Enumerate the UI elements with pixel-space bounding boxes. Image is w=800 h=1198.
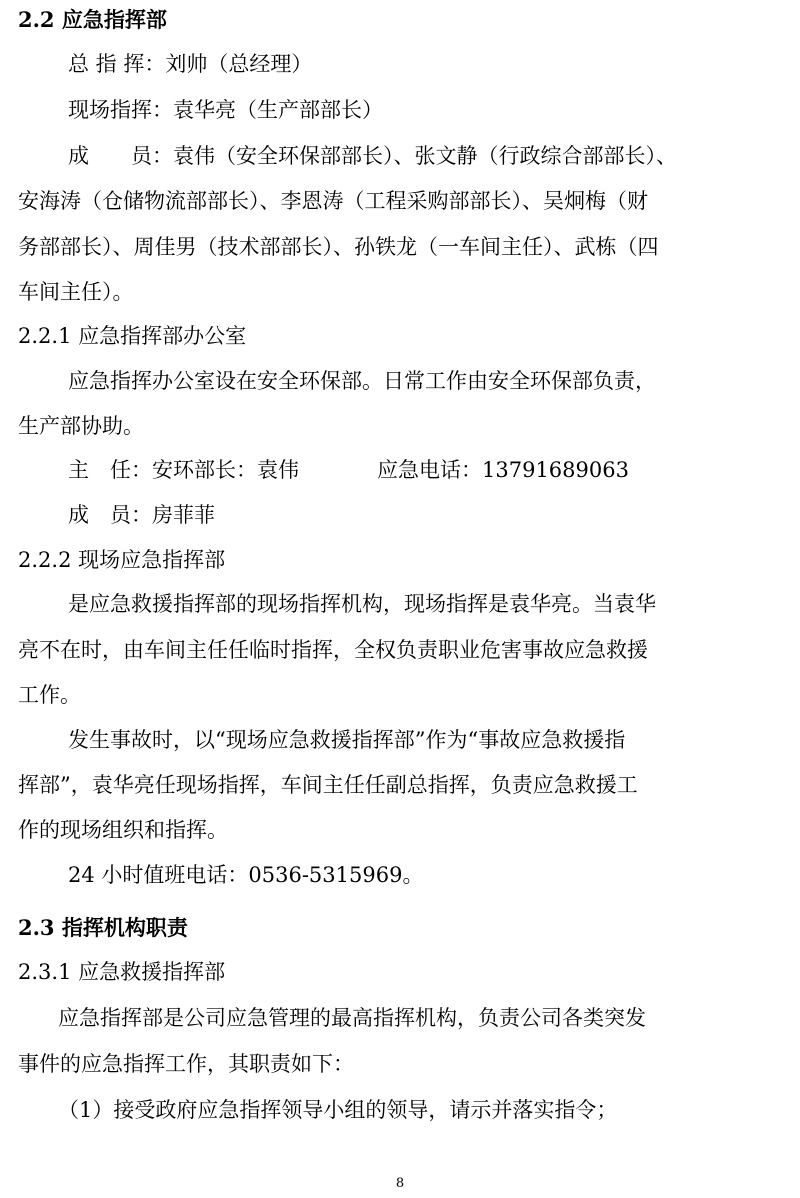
office-para-line-1: 应急指挥办公室设在安全环保部。日常工作由安全环保部负责， xyxy=(68,369,656,393)
section-heading-2-2-2: 2.2.2 现场应急指挥部 xyxy=(18,548,226,572)
office-director: 主 任：安环部长：袁伟 xyxy=(68,458,299,482)
field-commander-line: 现场指挥：袁华亮（生产部部长） xyxy=(68,98,383,122)
duties-para-line-1: 应急指挥部是公司应急管理的最高指挥机构，负责公司各类突发 xyxy=(58,1006,646,1030)
section-heading-2-2: 2.2 应急指挥部 xyxy=(18,7,167,32)
office-emergency-phone: 应急电话：13791689063 xyxy=(377,458,629,482)
section-heading-2-3-1: 2.3.1 应急救援指挥部 xyxy=(18,960,226,984)
members-line-3: 务部部长）、周佳男（技术部部长）、孙铁龙（一车间主任）、武栋（四 xyxy=(18,235,659,259)
general-commander-line: 总 指 挥：刘帅（总经理） xyxy=(68,52,313,76)
section-heading-2-3: 2.3 指挥机构职责 xyxy=(18,915,188,940)
field-para1-line-3: 工作。 xyxy=(18,683,81,707)
field-para2-line-2: 挥部”，袁华亮任现场指挥，车间主任任副总指挥，负责应急救援工 xyxy=(18,773,638,797)
field-para1-line-1: 是应急救援指挥部的现场指挥机构，现场指挥是袁华亮。当袁华 xyxy=(68,592,656,616)
duties-item-1: （1）接受政府应急指挥领导小组的领导，请示并落实指令； xyxy=(58,1098,618,1122)
duty-hotline-line: 24 小时值班电话：0536-5315969。 xyxy=(68,863,424,887)
members-line-2: 安海涛（仓储物流部部长）、李恩涛（工程采购部部长）、吴炯梅（财 xyxy=(18,189,648,213)
field-para2-line-1: 发生事故时，以“现场应急救援指挥部”作为“事故应急救援指 xyxy=(68,728,626,752)
members-line-1: 成 员：袁伟（安全环保部部长）、张文静（行政综合部部长）、 xyxy=(68,144,677,168)
members-line-4: 车间主任）。 xyxy=(18,280,134,304)
field-para1-line-2: 亮不在时，由车间主任任临时指挥，全权负责职业危害事故应急救援 xyxy=(18,638,648,662)
field-para2-line-3: 作的现场组织和指挥。 xyxy=(18,818,228,842)
page-number: 8 xyxy=(395,1176,405,1191)
office-para-line-2: 生产部协助。 xyxy=(18,414,144,438)
duties-para-line-2: 事件的应急指挥工作，其职责如下： xyxy=(18,1052,354,1076)
office-members-line: 成 员：房菲菲 xyxy=(68,503,215,527)
office-director-line xyxy=(68,456,784,484)
section-heading-2-2-1: 2.2.1 应急指挥部办公室 xyxy=(18,324,247,348)
